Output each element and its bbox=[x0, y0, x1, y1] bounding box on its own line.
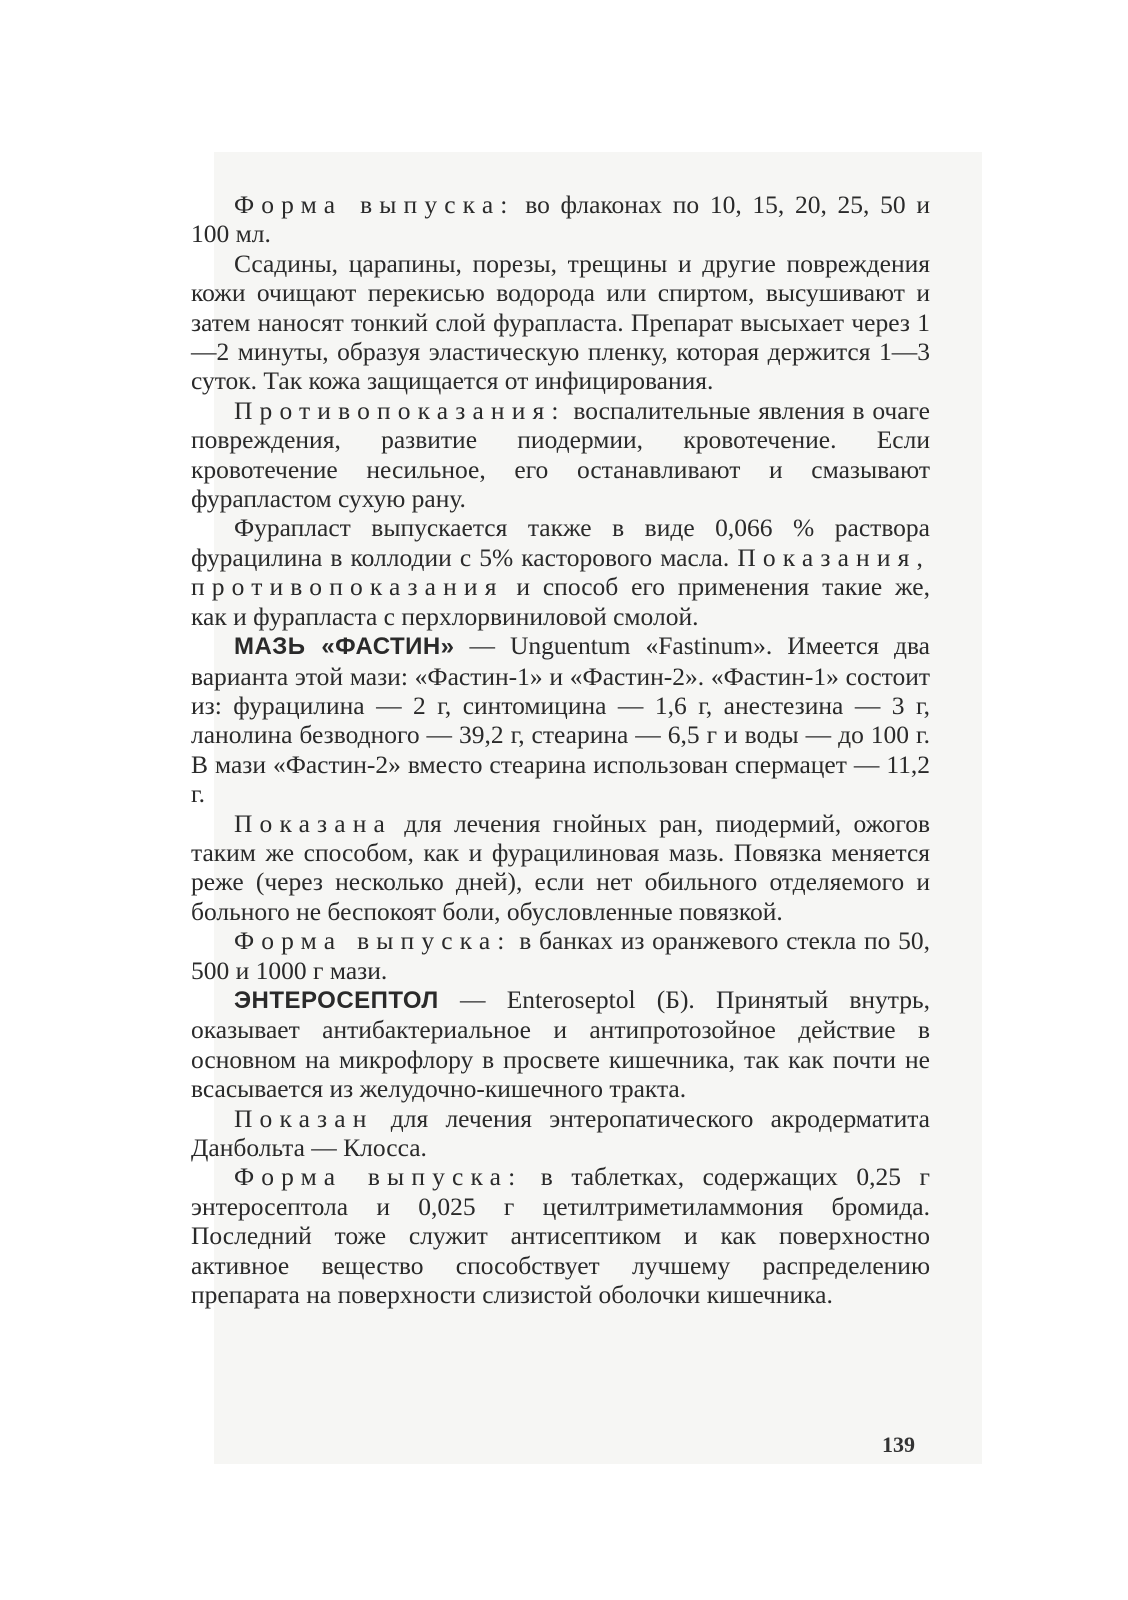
spaced-lead: Форма выпуска: bbox=[234, 190, 515, 219]
paragraph-application bbox=[191, 249, 930, 396]
spaced-lead: Показания, противопоказания bbox=[191, 542, 930, 602]
page-body bbox=[191, 190, 930, 1309]
spaced-lead: Форма выпуска: bbox=[234, 926, 512, 956]
paragraph-enteroseptol-indication bbox=[191, 1104, 930, 1163]
spaced-lead: Показана bbox=[234, 808, 392, 838]
paragraph-release-form-2 bbox=[191, 926, 930, 985]
paragraph-text: Ссадины, царапины, порезы, трещины и другие повреждения кожи очищают перекисью водорода или спиртом, высушивают и затем наносят тонкий слой фурапласта. Препарат высыхает через 1—2 минуты, образуя эластическую пленку, которая держится 1—3 суток. Так кожа защищается от инфицирования. bbox=[191, 248, 930, 396]
paragraph-text: для лечения энтеропатического акродерматита Данбольта — Клосса. bbox=[191, 1103, 930, 1162]
page-number: 139 bbox=[882, 1432, 915, 1457]
paragraph-text: Фурапласт выпускается также в виде 0,066 % раствора фурацилина в коллодии с 5% касторового масла. bbox=[191, 513, 930, 572]
paragraph-text: в таблетках, содержащих 0,25 г энтеросептола и 0,025 г цетилтриметиламмония бромида. Последний тоже служит антисептиком и как поверхностно активное вещество способствует лучшему распределению препарата на поверхности слизистой оболочки кишечника. bbox=[191, 1162, 930, 1310]
paragraph-text: воспалительные явления в очаге повреждения, развитие пиодермии, кровотечение. Если кровотечение несильное, его останавливают и смазывают фурапластом сухую рану. bbox=[191, 395, 930, 514]
paragraph-furaplast-solution bbox=[191, 513, 930, 631]
paragraph-enteroseptol bbox=[191, 985, 930, 1104]
paragraph-text: — Unguentum «Fastinum». Имеется два варианта этой мази: «Фастин-1» и «Фастин-2». «Фастин-1» состоит из: фурацилина — 2 г, синтомицина — 1,6 г, анестезина — 3 г, ланолина безводного — 39,2 г, стеарина — 6,5 г и воды — до 100 г. В мази «Фастин-2» вместо стеарина использован спермацет — 11,2 г. bbox=[191, 631, 930, 809]
paragraph-text: — Enteroseptol (Б). Принятый внутрь, оказывает антибактериальное и антипротозойное действие в основном на микрофлору в просвете кишечника, так как почти не всасывается из желудочно-кишечного тракта. bbox=[191, 984, 930, 1104]
spaced-lead: Форма выпуска: bbox=[234, 1162, 523, 1192]
paragraph-text: и способ его применения такие же, как и фурапласта с перхлорвиниловой смолой. bbox=[191, 572, 930, 631]
spaced-lead: Противопоказания: bbox=[234, 395, 566, 425]
drug-heading: МАЗЬ «ФАСТИН» bbox=[234, 633, 455, 661]
paragraph-text: во флаконах по 10, 15, 20, 25, 50 и 100 мл. bbox=[191, 190, 930, 249]
paragraph-release-form-3 bbox=[191, 1162, 930, 1309]
paragraph-release-form-1 bbox=[191, 190, 930, 249]
paragraph-fastin bbox=[191, 631, 930, 808]
drug-heading: ЭНТЕРОСЕПТОЛ bbox=[234, 986, 439, 1014]
paragraph-text: в банках из оранжевого стекла по 50, 500 и 1000 г мази. bbox=[191, 926, 931, 985]
paragraph-fastin-indication bbox=[191, 809, 930, 927]
paragraph-text: для лечения гнойных ран, пиодермий, ожогов таким же способом, как и фурацилиновая мазь. Повязка меняется реже (через несколько дней), если нет обильного отделяемого и больного не беспокоят боли, обусловленные повязкой. bbox=[191, 808, 930, 926]
paragraph-contraindications bbox=[191, 396, 930, 514]
spaced-lead: Показан bbox=[234, 1103, 374, 1133]
